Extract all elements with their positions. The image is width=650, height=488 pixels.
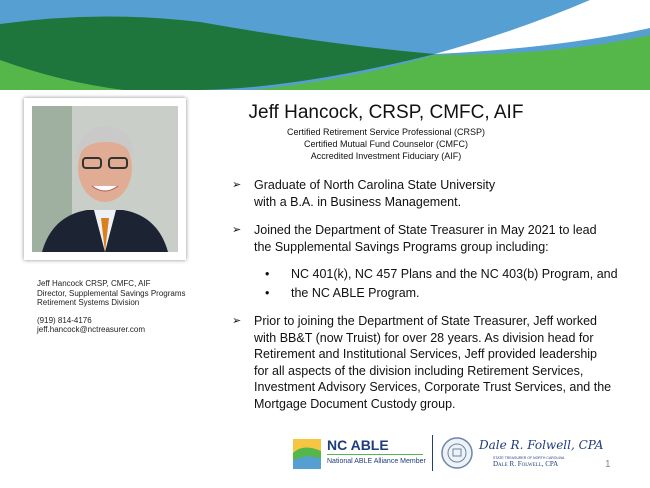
credential: Certified Mutual Fund Counselor (CMFC): [303, 139, 469, 149]
page-title: Jeff Hancock, CRSP, CMFC, AIF: [248, 102, 524, 123]
signature-caption: STATE TREASURER OF NORTH CAROLINA: [493, 456, 565, 460]
nc-able-title: NC ABLE: [327, 437, 389, 453]
footer-divider: [432, 435, 433, 471]
contact-phone: (919) 814-4176: [37, 315, 92, 325]
state-seal-icon: [441, 437, 473, 469]
credential: Accredited Investment Fiduciary (AIF): [310, 151, 462, 161]
signature: Dale R. Folwell, CPA: [479, 438, 604, 452]
contact-email[interactable]: jeff.hancock@nctreasurer.com: [37, 325, 146, 334]
contact-name: Jeff Hancock CRSP, CMFC, AIF: [37, 279, 151, 288]
header-wave-banner: [0, 0, 650, 90]
contact-division: Retirement Systems Division: [37, 298, 140, 307]
contact-role: Director, Supplemental Savings Programs: [37, 288, 186, 298]
nc-able-logo-icon: [293, 439, 321, 469]
bullet-item: ➢ Graduate of North Carolina State University with a B.A. in Business Management.: [232, 178, 496, 209]
bullet-item: ➢ Joined the Department of State Treasurer in May 2021 to lead the Supplemental Savings Programs group including:: [232, 223, 597, 254]
arrow-bullet-icon: ➢: [232, 315, 242, 327]
credential: Certified Retirement Service Professional (CRSP): [286, 127, 486, 137]
page-number: 1: [605, 459, 611, 470]
sub-bullet-item: • the NC ABLE Program.: [265, 286, 420, 300]
arrow-bullet-icon: ➢: [232, 224, 242, 236]
nc-able-subtitle: National ABLE Alliance Member: [327, 458, 426, 465]
sub-bullet-item: • NC 401(k), NC 457 Plans and the NC 403(b) Program, and: [265, 267, 618, 281]
profile-photo: [24, 98, 186, 260]
signature-name: Dale R. Folwell, CPA: [493, 460, 559, 468]
contact-block: [37, 279, 186, 335]
arrow-bullet-icon: ➢: [232, 179, 242, 191]
bullet-item: ➢ Prior to joining the Department of State Treasurer, Jeff worked with BB&T (now Truist) for over 28 years. As division head for Retirement and Institutional Services, Jeff provided leadership for all aspects of the division including Retirement Services, Investment Advisory Services, Corporate Trust Services, and the Mortgage Document Custody group.: [232, 314, 612, 411]
